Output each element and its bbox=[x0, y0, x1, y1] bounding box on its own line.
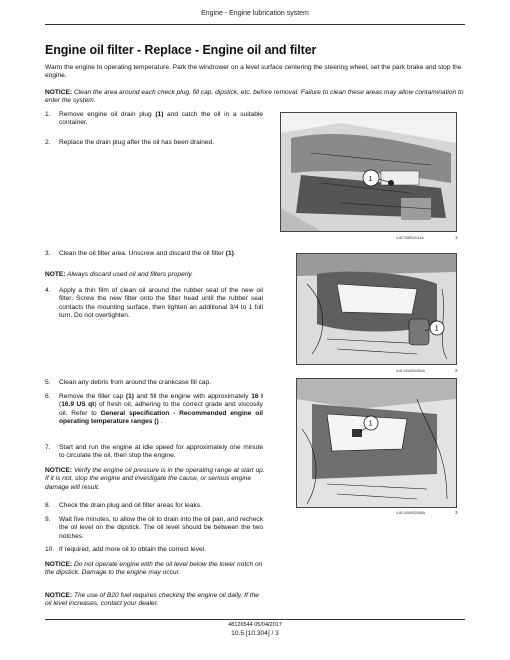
step-text: Remove the filler cap (1) and fill the engine with approximately 16 l (16.9 US qt) of fresh oil, adhering to the correct grade and viscosity oil. Refer to General specification - Recommended engine oil operating temperature ranges () . bbox=[59, 393, 263, 426]
figure-number: 1 bbox=[455, 235, 458, 240]
running-header: Engine - Engine lubrication system bbox=[201, 10, 309, 17]
step-4 bbox=[45, 287, 265, 332]
step-2 bbox=[45, 139, 265, 149]
step-number: 5. bbox=[45, 379, 51, 386]
note-text: Always discard used oil and filters properly. bbox=[65, 271, 194, 278]
notice-oil-pressure bbox=[45, 467, 265, 492]
callout-1-label: 1 bbox=[368, 420, 373, 428]
figure-number: 3 bbox=[455, 510, 458, 515]
footer-doc-id: 48126544 05/04/2017 bbox=[228, 622, 282, 628]
intro-paragraph: Warm the engine to operating temperature. Park the windrower on a level surface centering the steering wheel, set the park brake and stop the engine. bbox=[45, 64, 462, 80]
notice-oil-level bbox=[45, 561, 265, 578]
step-text: If required, add more oil to obtain the correct level. bbox=[59, 546, 206, 553]
note-label: NOTE: bbox=[45, 271, 66, 278]
notice-label: NOTICE: bbox=[45, 592, 73, 599]
figure-drain-plug bbox=[280, 112, 457, 232]
notice-label: NOTICE: bbox=[45, 467, 73, 474]
figure-oil-filter bbox=[296, 253, 457, 365]
step-text: Start and run the engine at idle speed for approximately one minute to circulate the oil, then stop the engine. bbox=[59, 444, 263, 460]
step-number: 2. bbox=[45, 139, 51, 146]
step-text: Wait five minutes, to allow the oil to drain into the oil pan, and recheck the oil level on the dipstick. The oil level should be between the two notches. bbox=[59, 516, 263, 540]
step-text: Clean the oil filter area. Unscrew and discard the oil filter (1). bbox=[59, 250, 236, 257]
step-1 bbox=[45, 111, 265, 131]
step-number: 7. bbox=[45, 444, 51, 451]
header-rule bbox=[45, 24, 465, 25]
oil-filter-illustration bbox=[297, 254, 456, 364]
notice-label: NOTICE: bbox=[45, 89, 73, 96]
step-8 bbox=[45, 502, 265, 512]
figure-code: 4-6L14W502064A bbox=[396, 369, 425, 373]
notice-text: The use of B20 fuel requires checking the engine oil daily. If the oil level increases, contact your dealer. bbox=[45, 592, 259, 608]
figure-code: 1-6LT05B02014A bbox=[396, 236, 424, 240]
notice-b20-fuel bbox=[45, 592, 265, 609]
step-text: Check the drain plug and oil filter areas for leaks. bbox=[59, 502, 202, 509]
step-number: 9. bbox=[45, 516, 51, 523]
footer-rule bbox=[45, 619, 465, 620]
step-text: Replace the drain plug after the oil has been drained. bbox=[59, 139, 215, 146]
filler-cap-illustration bbox=[297, 379, 456, 507]
page-title: Engine oil filter - Replace - Engine oil and filter bbox=[45, 43, 317, 57]
step-5 bbox=[45, 379, 265, 389]
step-number: 4. bbox=[45, 287, 51, 294]
figure-number: 2 bbox=[455, 368, 458, 373]
notice-text: Verify the engine oil pressure is in the operating range at start up. If it is not, stop the engine and investigate the cause, or serious engine damage will result. bbox=[45, 467, 265, 491]
step-number: 10. bbox=[45, 546, 55, 553]
step-10 bbox=[45, 546, 270, 556]
step-number: 1. bbox=[45, 111, 51, 118]
step-number: 3. bbox=[45, 250, 51, 257]
callout-1-label: 1 bbox=[434, 325, 439, 333]
footer-page-number: 10.5 [10.304] / 3 bbox=[231, 630, 279, 637]
step-number: 6. bbox=[45, 393, 51, 400]
notice-text: Do not operate engine with the oil level below the lower notch on the dipstick. Damage to the engine may occur. bbox=[45, 561, 263, 577]
step-text: Apply a thin film of clean oil around the rubber seal of the new oil filter. Screw the new filter onto the filter head until the rubber seal contacts the mounting surface, then tighten an additional 3/4 to 1 full turn. Do not overtighten. bbox=[59, 287, 263, 320]
step-9 bbox=[45, 516, 265, 544]
figure-filler-cap bbox=[296, 378, 457, 508]
notice-label: NOTICE: bbox=[45, 561, 73, 568]
step-text: Remove engine oil drain plug (1) and catch the oil in a suitable container. bbox=[59, 111, 263, 127]
step-7 bbox=[45, 444, 265, 464]
notice-cleanliness bbox=[45, 89, 470, 106]
step-text: Clean any debris from around the crankcase fill cap. bbox=[59, 379, 212, 386]
figure-code: 4-6L14W502065A bbox=[396, 511, 425, 515]
step-6 bbox=[45, 393, 265, 445]
drain-plug-illustration bbox=[281, 113, 456, 231]
callout-1-label: 1 bbox=[368, 176, 373, 183]
step-number: 8. bbox=[45, 502, 51, 509]
notice-text: Clean the area around each check plug, fill cap, dipstick, etc. before removal. Failure to clean these areas may allow contamination to enter the system. bbox=[45, 89, 464, 105]
note-discard bbox=[45, 271, 265, 279]
spec-reference-link[interactable]: General specification - Recommended engine oil operating temperature ranges () bbox=[59, 409, 263, 426]
step-3 bbox=[45, 250, 265, 270]
